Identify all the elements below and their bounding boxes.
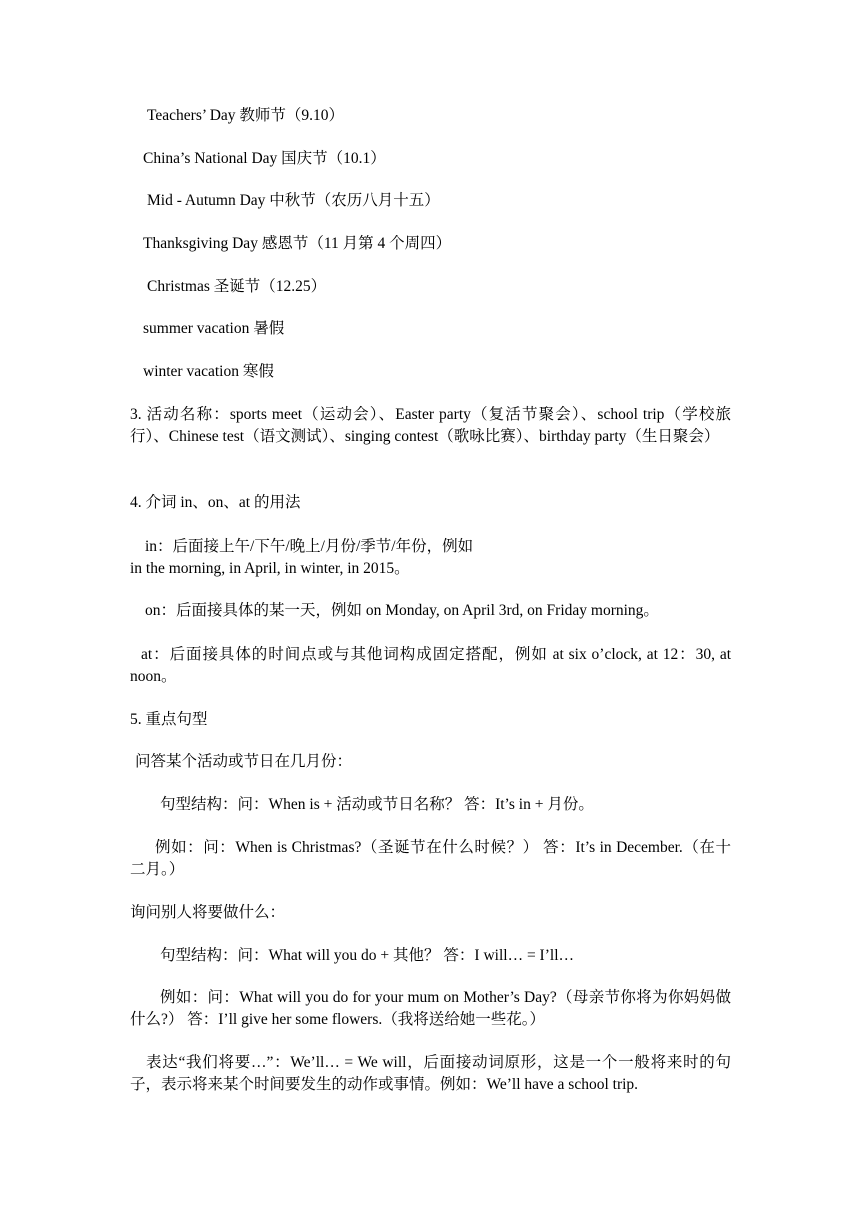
winter-vacation: winter vacation 寒假 xyxy=(143,363,274,380)
we-will-explanation: 表达“我们将要…”：We’ll… = We will，后面接动词原形，这是一个一般将来时的句子，表示将来某个时间要发生的动作或事情。例如：We’ll have a school trip. xyxy=(130,1054,731,1093)
q1-structure: 句型结构：问：When is + 活动或节日名称？ 答：It’s in + 月份。 xyxy=(160,796,594,813)
in-usage-line2: in the morning, in April, in winter, in 2015。 xyxy=(130,560,410,577)
holiday-teachers-day: Teachers’ Day 教师节（9.10） xyxy=(147,107,345,124)
q2-title: 询问别人将要做什么： xyxy=(130,904,286,921)
key-sentences-heading: 5. 重点句型 xyxy=(130,711,208,728)
q2-example: 例如：问：What will you do for your mum on Mother’s Day?（母亲节你将为你妈妈做什么?） 答：I’ll give her some flowers.（我将送给她一些花。） xyxy=(130,989,731,1028)
q1-title: 问答某个活动或节日在几月份： xyxy=(135,753,353,770)
holiday-christmas: Christmas 圣诞节（12.25） xyxy=(147,278,327,295)
holiday-mid-autumn: Mid - Autumn Day 中秋节（农历八月十五） xyxy=(147,192,440,209)
holiday-national-day: China’s National Day 国庆节（10.1） xyxy=(143,150,386,167)
in-usage-line1: in：后面接上午/下午/晚上/月份/季节/年份，例如 xyxy=(145,538,474,555)
activity-names-paragraph: 3. 活动名称：sports meet（运动会）、Easter party（复活节聚会）、school trip（学校旅行）、Chinese test（语文测试）、singing contest（歌咏比赛）、birthday party（生日聚会） xyxy=(130,406,731,445)
at-usage: at：后面接具体的时间点或与其他词构成固定搭配，例如 at six o’clock, at 12：30, at noon。 xyxy=(130,646,731,685)
prepositions-heading: 4. 介词 in、on、at 的用法 xyxy=(130,494,301,511)
on-usage: on：后面接具体的某一天，例如 on Monday, on April 3rd, on Friday morning。 xyxy=(145,602,659,619)
summer-vacation: summer vacation 暑假 xyxy=(143,320,285,337)
q1-example: 例如：问：When is Christmas?（圣诞节在什么时候？） 答：It’s in December.（在十二月。） xyxy=(130,839,731,878)
holiday-thanksgiving: Thanksgiving Day 感恩节（11 月第 4 个周四） xyxy=(143,235,452,252)
q2-structure: 句型结构：问：What will you do + 其他？ 答：I will… = I’ll… xyxy=(160,947,574,964)
